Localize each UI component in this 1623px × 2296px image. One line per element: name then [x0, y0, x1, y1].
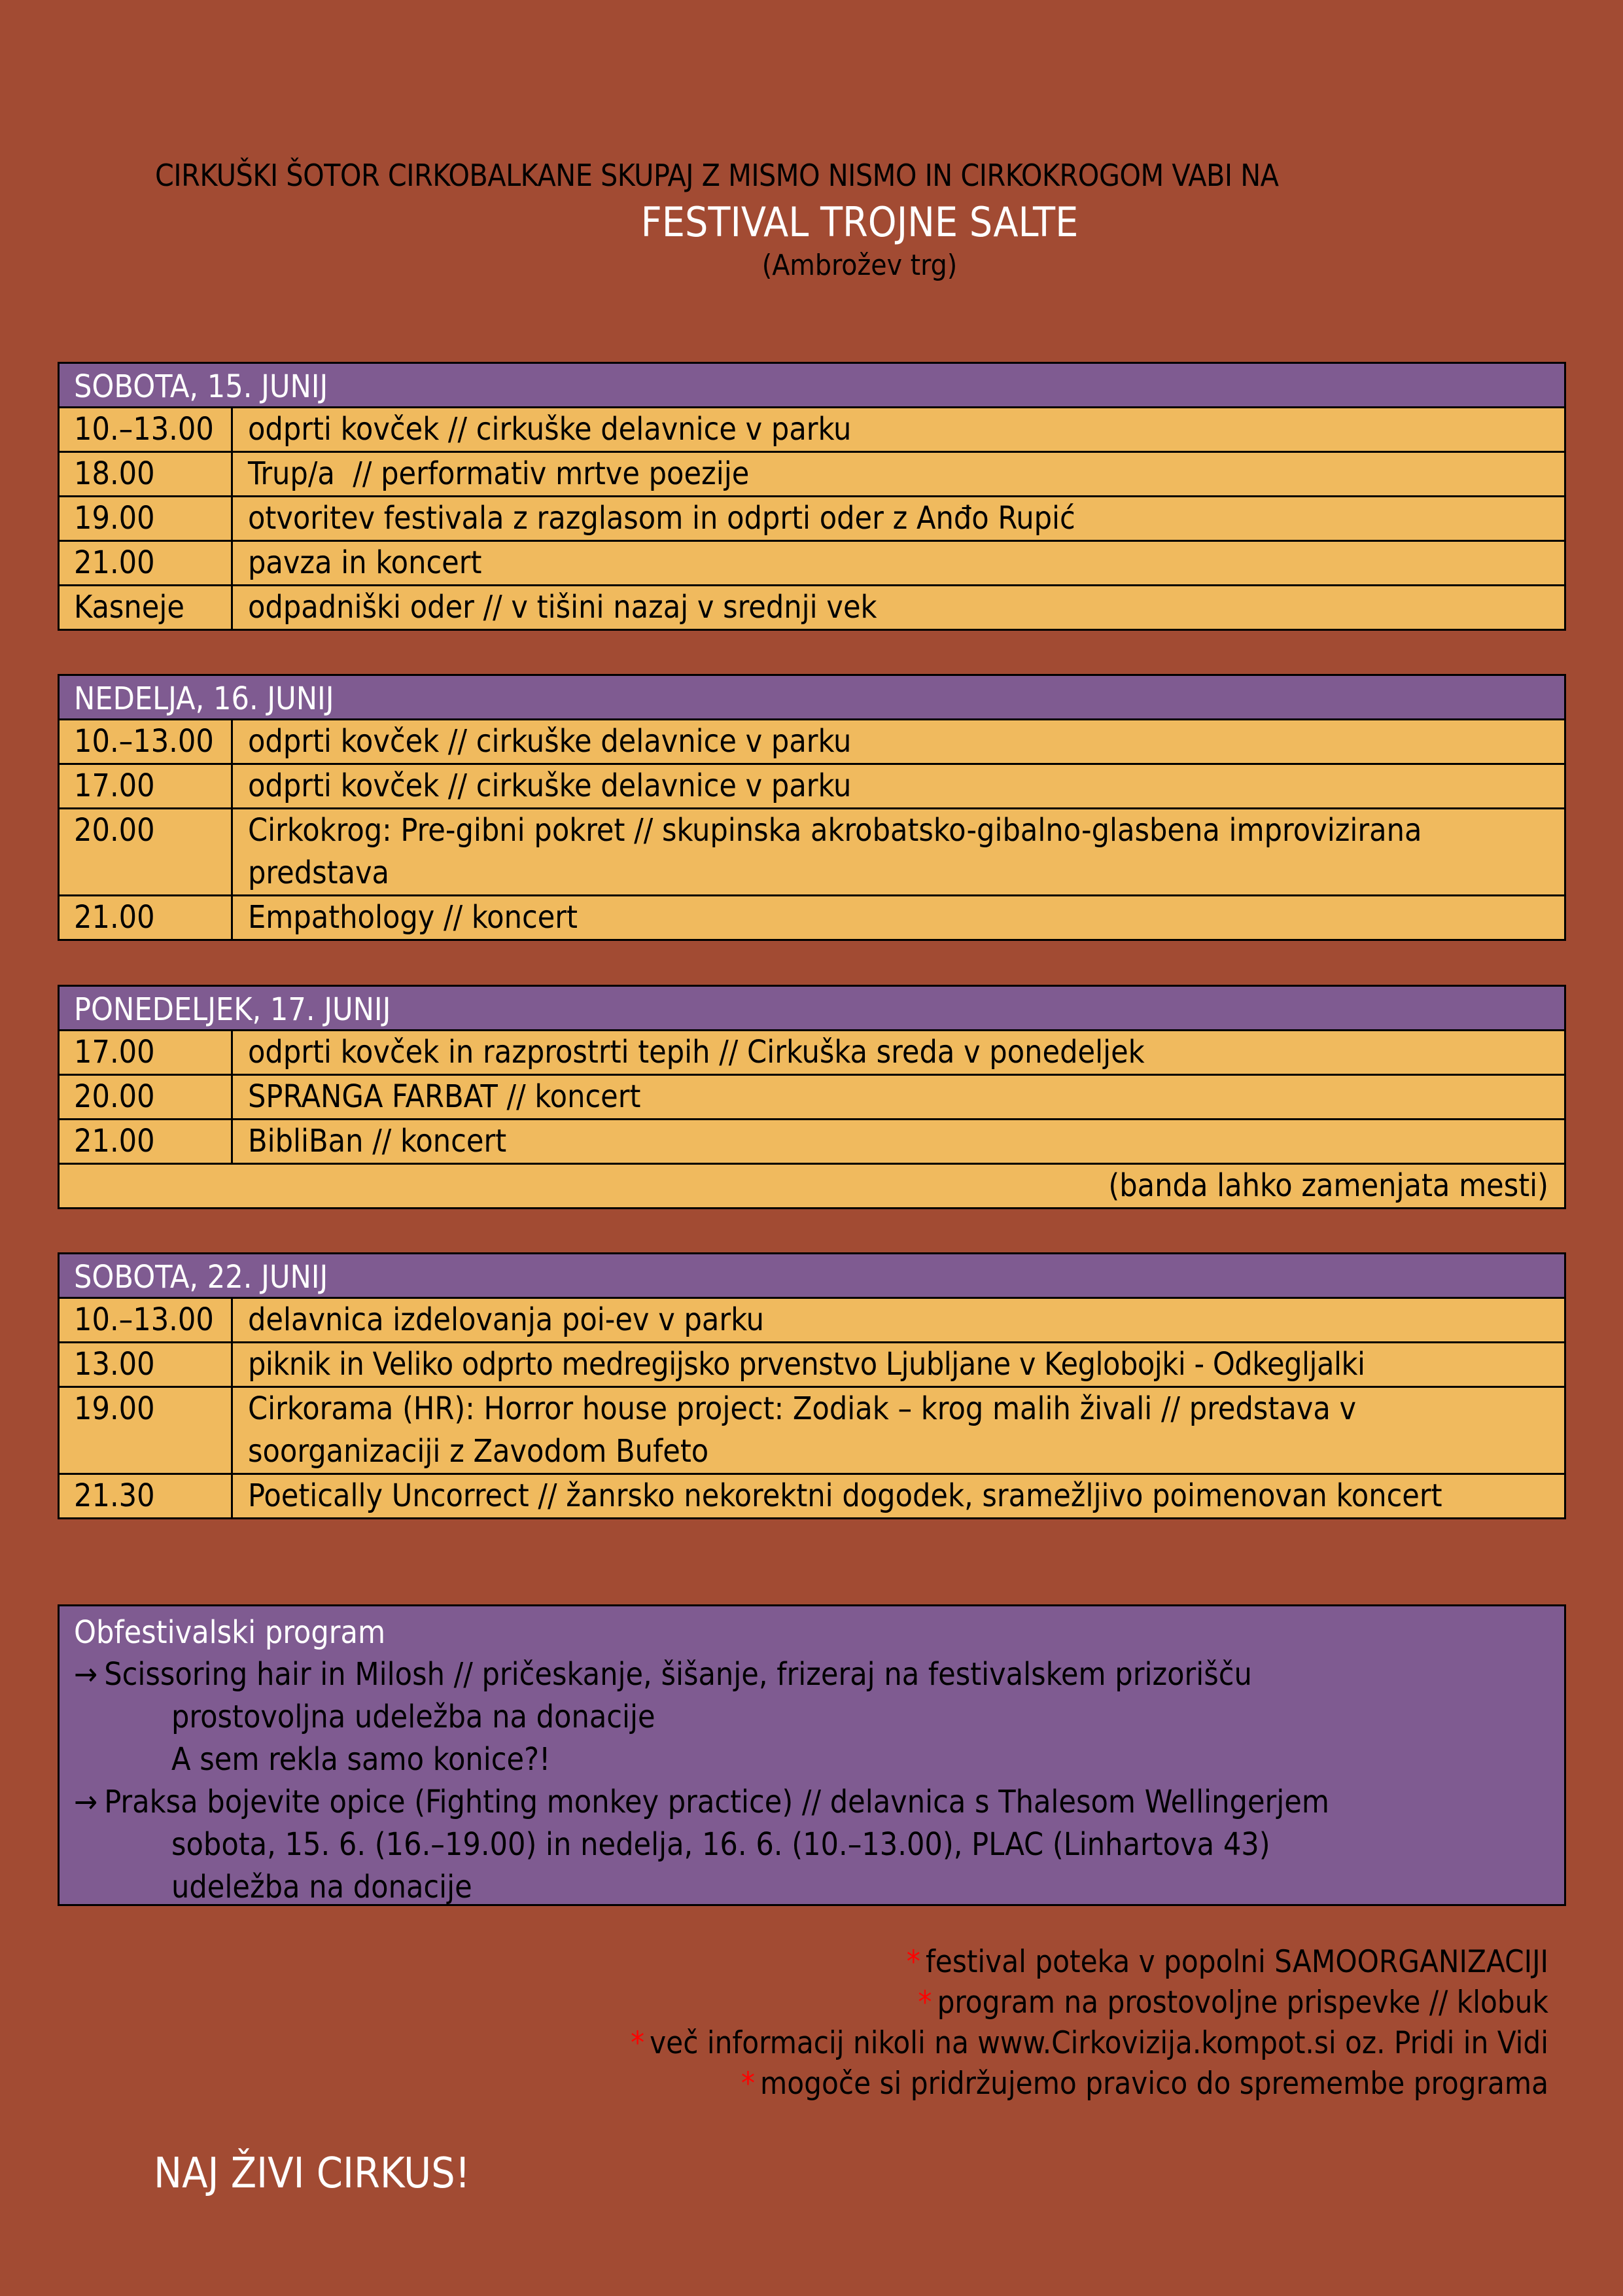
side-item-detail: A sem rekla samo konice?!	[171, 1741, 551, 1778]
table-row	[60, 765, 1564, 809]
asterisk-icon: *	[906, 1944, 920, 1980]
event-time: 20.00	[60, 809, 233, 894]
table-row	[60, 1120, 1564, 1165]
event-description: Empathology // koncert	[248, 899, 578, 936]
event-time: 21.30	[60, 1475, 233, 1517]
side-item-title: Scissoring hair in Milosh // pričeskanje, šišanje, frizeraj na festivalskem prizorišču	[104, 1656, 1252, 1693]
asterisk-icon: *	[631, 2025, 645, 2061]
table-row	[60, 896, 1564, 939]
side-program-item	[60, 1781, 1564, 1824]
footnote-text: program na prostovoljne prispevke // klobuk	[937, 1985, 1548, 2021]
footnotes	[631, 1942, 1548, 2104]
side-item-title: Praksa bojevite opice (Fighting monkey practice) // delavnica s Thalesom Wellingerjem	[104, 1784, 1329, 1820]
event-description: pavza in koncert	[248, 544, 482, 581]
event-time: 10.–13.00	[60, 720, 233, 763]
event-description: Poetically Uncorrect // žanrsko nekorektni dogodek, sramežljivo poimenovan koncert	[248, 1477, 1442, 1514]
table-row	[60, 1343, 1564, 1388]
event-time: 19.00	[60, 1388, 233, 1473]
table-row	[60, 453, 1564, 497]
asterisk-icon: *	[741, 2066, 756, 2102]
event-time: 20.00	[60, 1076, 233, 1118]
bands-swap-note: (banda lahko zamenjata mesti)	[1108, 1167, 1548, 1204]
side-item-detail: udeležba na donacije	[171, 1869, 472, 1905]
table-row	[60, 542, 1564, 586]
event-description: delavnica izdelovanja poi-ev v parku	[248, 1301, 764, 1338]
event-description: odprti kovček // cirkuške delavnice v parku	[248, 411, 852, 448]
day-table-sobota-22	[58, 1252, 1566, 1519]
table-row	[60, 408, 1564, 453]
day-header: PONEDELJEK, 17. JUNIJ	[60, 987, 1564, 1031]
side-program-box	[58, 1604, 1566, 1906]
event-time: 17.00	[60, 765, 233, 807]
footnote-text: festival poteka v popolni SAMOORGANIZACIJI	[925, 1944, 1548, 1980]
footnote	[631, 1942, 1548, 1983]
arrow-right-icon: →	[74, 1656, 98, 1693]
table-row	[60, 1076, 1564, 1120]
slogan: NAJ ŽIVI CIRKUS!	[154, 2149, 470, 2198]
event-time: 21.00	[60, 896, 233, 939]
footnote-text: mogoče si pridržujemo pravico do spremembe programa	[760, 2066, 1548, 2102]
table-row	[60, 1031, 1564, 1076]
event-time: 19.00	[60, 497, 233, 540]
day-header: SOBOTA, 22. JUNIJ	[60, 1254, 1564, 1299]
event-description: piknik in Veliko odprto medregijsko prvenstvo Ljubljane v Keglobojki - Odkegljalki	[248, 1346, 1365, 1383]
table-row	[60, 586, 1564, 629]
intro-line: CIRKUŠKI ŠOTOR CIRKOBALKANE SKUPAJ Z MISMO NISMO IN CIRKOKROGOM VABI NA	[155, 158, 1279, 193]
event-description: odprti kovček // cirkuške delavnice v parku	[248, 768, 852, 804]
table-row	[60, 720, 1564, 765]
event-time: Kasneje	[60, 586, 233, 629]
event-description: otvoritev festivala z razglasom in odprti oder z Anđo Rupić	[248, 500, 1075, 537]
table-row	[60, 1299, 1564, 1343]
table-row	[60, 1475, 1564, 1517]
event-description: Trup/a // performativ mrtve poezije	[248, 455, 750, 492]
footnote	[631, 2023, 1548, 2064]
footnote-text: več informacij nikoli na www.Cirkovizija.kompot.si oz. Pridi in Vidi	[650, 2025, 1548, 2061]
event-time: 21.00	[60, 1120, 233, 1163]
event-time: 10.–13.00	[60, 1299, 233, 1341]
day-header: SOBOTA, 15. JUNIJ	[60, 364, 1564, 408]
table-row	[60, 497, 1564, 542]
asterisk-icon: *	[918, 1985, 932, 2021]
event-time: 21.00	[60, 542, 233, 584]
event-description: Cirkorama (HR): Horror house project: Zodiak – krog malih živali // predstava v soorganizaciji z Zavodom Bufeto	[248, 1390, 1357, 1470]
side-program-title: Obfestivalski program	[74, 1614, 386, 1651]
day-header: NEDELJA, 16. JUNIJ	[60, 676, 1564, 720]
footnote	[631, 2064, 1548, 2104]
side-program-item	[60, 1653, 1564, 1696]
day-table-nedelja-16	[58, 674, 1566, 941]
event-description: BibliBan // koncert	[248, 1123, 507, 1159]
venue: (Ambrožev trg)	[761, 249, 958, 282]
event-time: 10.–13.00	[60, 408, 233, 451]
event-description: odprti kovček // cirkuške delavnice v parku	[248, 723, 852, 760]
event-description: odpadniški oder // v tišini nazaj v srednji vek	[248, 589, 877, 626]
event-description: odprti kovček in razprostrti tepih // Cirkuška sreda v ponedeljek	[248, 1034, 1145, 1070]
festival-title: FESTIVAL TROJNE SALTE	[640, 198, 1079, 246]
footnote	[631, 1983, 1548, 2023]
event-time: 13.00	[60, 1343, 233, 1386]
table-row	[60, 809, 1564, 896]
event-description: SPRANGA FARBAT // koncert	[248, 1078, 641, 1115]
event-time: 18.00	[60, 453, 233, 495]
table-row	[60, 1388, 1564, 1475]
side-item-detail: sobota, 15. 6. (16.–19.00) in nedelja, 16. 6. (10.–13.00), PLAC (Linhartova 43)	[171, 1826, 1270, 1863]
arrow-right-icon: →	[74, 1784, 98, 1820]
day-table-ponedeljek-17	[58, 985, 1566, 1209]
side-item-detail: prostovoljna udeležba na donacije	[171, 1699, 655, 1735]
event-description: Cirkokrog: Pre-gibni pokret // skupinska akrobatsko-gibalno-glasbena improvizirana predstava	[248, 812, 1422, 891]
day-table-sobota-15	[58, 362, 1566, 631]
event-time: 17.00	[60, 1031, 233, 1074]
note-row	[60, 1165, 1564, 1207]
